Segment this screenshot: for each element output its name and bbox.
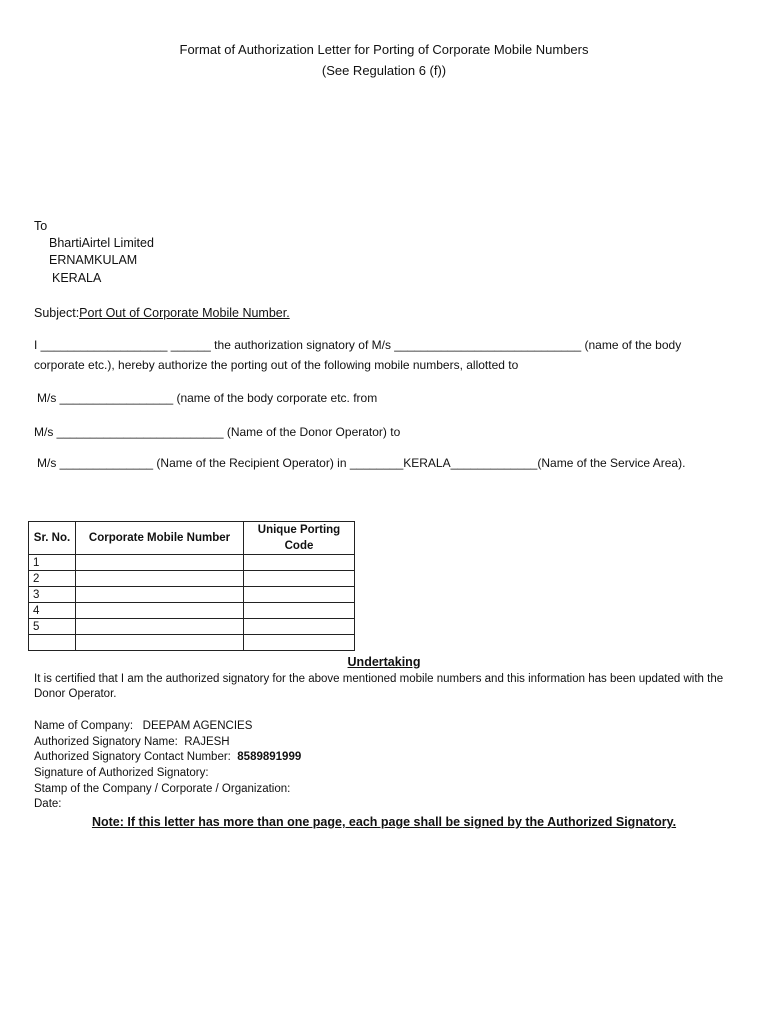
row-mobile-number [76, 603, 244, 619]
row-porting-code [244, 635, 355, 651]
table-row [29, 555, 355, 571]
document-title: Format of Authorization Letter for Porting of Corporate Mobile Numbers [179, 42, 589, 57]
row-mobile-number [76, 635, 244, 651]
row-sr-no: 1 [29, 555, 76, 571]
company-value: DEEPAM AGENCIES [142, 720, 253, 732]
body-line-1: I ___________________ ______ the authorization signatory of M/s ____________________________ (name of the body [34, 338, 682, 352]
table-header-row [29, 522, 355, 555]
table-row [29, 619, 355, 635]
header-porting-code: Unique Porting Code [244, 522, 355, 555]
row-porting-code [244, 571, 355, 587]
undertaking-heading: Undertaking [347, 655, 421, 669]
table-row [29, 571, 355, 587]
contact-label: Authorized Signatory Contact Number: [34, 751, 231, 763]
signatory-value: RAJESH [184, 736, 230, 748]
row-sr-no: 2 [29, 571, 76, 587]
row-sr-no: 5 [29, 619, 76, 635]
company-label: Name of Company: [34, 720, 134, 732]
row-mobile-number [76, 587, 244, 603]
company-line [34, 720, 252, 732]
header-sr-no: Sr. No. [29, 522, 76, 555]
subject-line [34, 306, 290, 320]
body-line-3: M/s _________________ (name of the body corporate etc. from [37, 391, 378, 405]
table-row [29, 587, 355, 603]
row-sr-no: 3 [29, 587, 76, 603]
address-to: To [34, 219, 48, 233]
body-line-2: corporate etc.), hereby authorize the porting out of the following mobile numbers, allotted to [34, 358, 519, 372]
body-line-5: M/s ______________ (Name of the Recipient Operator) in ________KERALA_____________(Name of the Service Area). [37, 456, 686, 470]
row-mobile-number [76, 555, 244, 571]
address-line-2: ERNAMKULAM [49, 253, 138, 267]
contact-value: 8589891999 [237, 751, 302, 763]
signing-note: Note: If this letter has more than one page, each page shall be signed by the Authorized Signatory. [91, 815, 677, 829]
row-mobile-number [76, 571, 244, 587]
row-sr-no: 4 [29, 603, 76, 619]
document-subtitle: (See Regulation 6 (f)) [321, 63, 447, 78]
row-sr-no [29, 635, 76, 651]
header-mobile-number: Corporate Mobile Number [76, 522, 244, 555]
subject-label: Subject: [34, 306, 80, 320]
signature-label: Signature of Authorized Signatory: [34, 767, 209, 779]
row-mobile-number [76, 619, 244, 635]
date-label: Date: [34, 798, 62, 810]
row-porting-code [244, 555, 355, 571]
body-line-4: M/s _________________________ (Name of the Donor Operator) to [34, 425, 401, 439]
address-line-1: BhartiAirtel Limited [49, 236, 154, 250]
subject-text: Port Out of Corporate Mobile Number. [79, 306, 290, 320]
row-porting-code [244, 619, 355, 635]
stamp-label: Stamp of the Company / Corporate / Organization: [34, 783, 291, 795]
row-porting-code [244, 587, 355, 603]
contact-line [34, 751, 301, 763]
table-row [29, 603, 355, 619]
mobile-numbers-table [28, 521, 355, 651]
undertaking-text: It is certified that I am the authorized signatory for the above mentioned mobile numbers and this information has been updated with the Donor Operator. [34, 673, 724, 700]
row-porting-code [244, 603, 355, 619]
address-line-3: KERALA [52, 271, 102, 285]
table-row [29, 635, 355, 651]
signatory-label: Authorized Signatory Name: [34, 736, 178, 748]
signatory-name-line [34, 736, 230, 748]
